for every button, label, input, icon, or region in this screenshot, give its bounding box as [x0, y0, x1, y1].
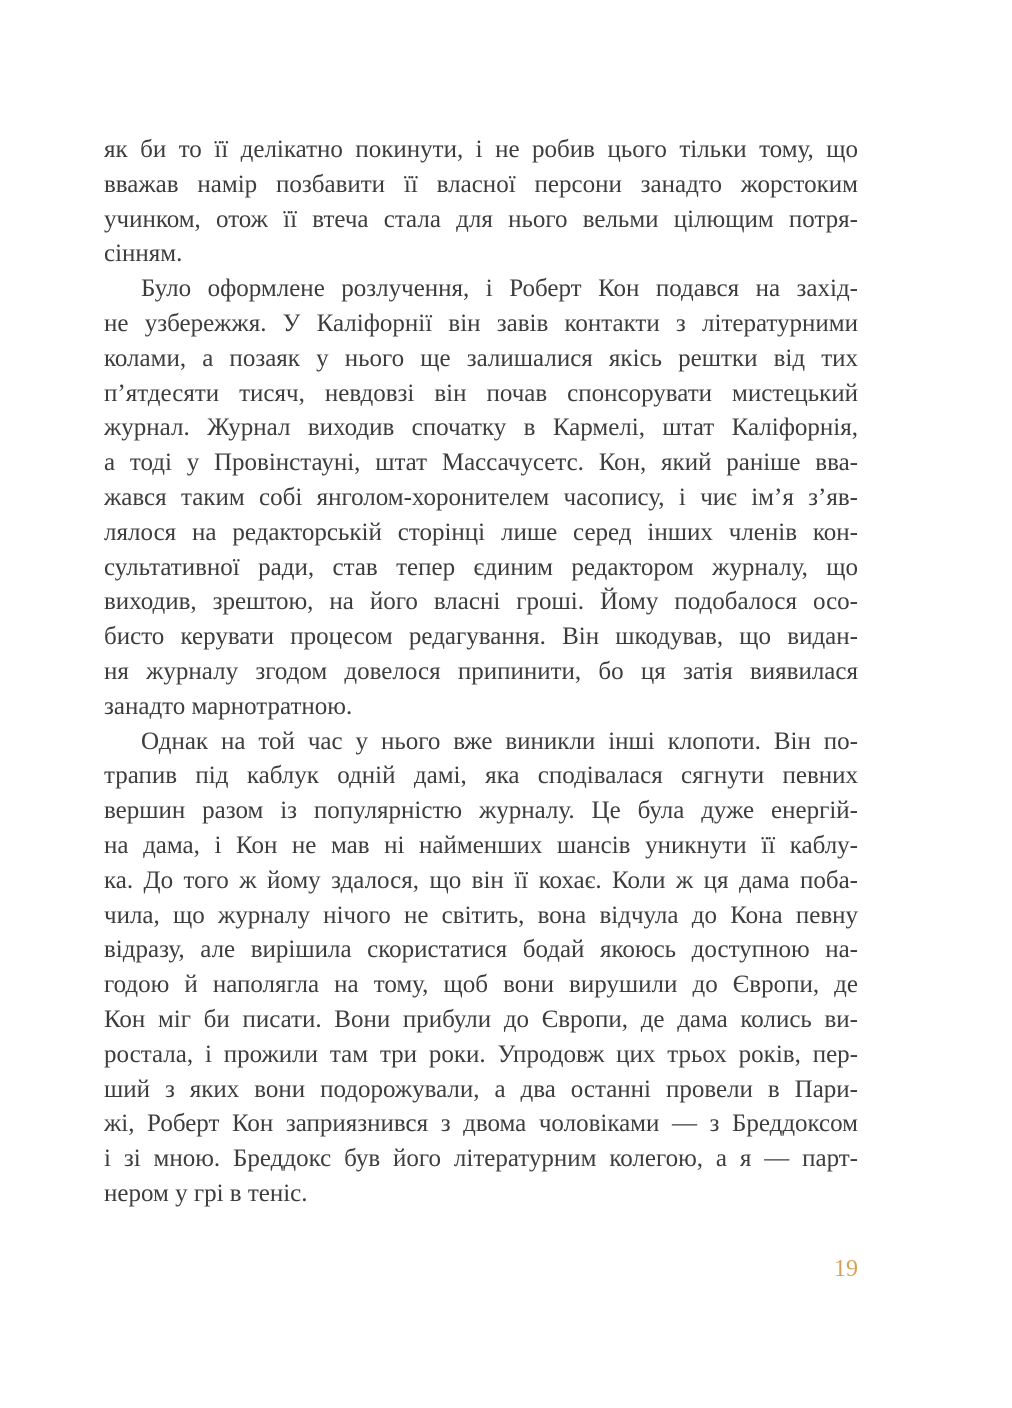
text-line: сінням.	[104, 240, 183, 268]
text-line: чила, що журналу нічого не світить, вона відчула до Кона певну	[104, 901, 858, 929]
text-line: як би то її делікатно покинути, і не робив цього тільки тому, що	[104, 136, 858, 163]
text-line: не узбережжя. У Каліфорнії він завів контакти з літературними	[104, 309, 858, 337]
text-line: ня журналу згодом довелося припинити, бо ця затія виявилася	[104, 657, 858, 685]
text-line: бисто керувати процесом редагування. Він шкодував, що видан-	[104, 623, 858, 651]
text-line: на дама, і Кон не мав ні найменших шансів уникнути її каблу-	[104, 831, 858, 859]
text-line: і зі мною. Бреддокс був його літературним колегою, а я — парт-	[104, 1145, 858, 1173]
text-line: ший з яких вони подорожували, а два останні провели в Пари-	[104, 1075, 858, 1103]
text-line: жався таким собі янголом-хоронителем часопису, і чиє ім’я з’яв-	[104, 483, 858, 511]
text-line: Кон міг би писати. Вони прибули до Європи, де дама колись ви-	[104, 1005, 858, 1033]
text-line: Однак на той час у нього вже виникли інші клопоти. Він по-	[141, 727, 858, 755]
text-line: п’ятдесяти тисяч, невдовзі він почав спонсорувати мистецький	[104, 379, 858, 407]
text-line: нером у грі в теніс.	[104, 1179, 308, 1207]
text-line: Було оформлене розлучення, і Роберт Кон подався на захід-	[141, 275, 858, 303]
text-line: відразу, але вирішила скористатися бодай якоюсь доступною на-	[104, 936, 858, 964]
text-line: занадто марнотратною.	[104, 692, 353, 720]
paragraph	[104, 133, 858, 272]
text-line: а тоді у Провінстауні, штат Массачусетс. Кон, який раніше вва-	[104, 449, 858, 477]
text-line: лялося на редакторській сторінці лише серед інших членів кон-	[104, 518, 858, 546]
text-line: вершин разом із популярністю журналу. Це була дуже енергій-	[104, 797, 858, 825]
text-line: колами, а позаяк у нього ще залишалися якісь рештки від тих	[104, 344, 858, 372]
text-line: вважав намір позбавити її власної персони занадто жорстоким	[104, 170, 858, 198]
body-text	[104, 133, 858, 1212]
text-line: жі, Роберт Кон заприязнився з двома чоловіками — з Бреддоксом	[104, 1110, 858, 1138]
text-line: сультативної ради, став тепер єдиним редактором журналу, що	[104, 553, 858, 581]
text-line: учинком, отож її втеча стала для нього вельми цілющим потря-	[104, 205, 858, 233]
paragraph	[104, 272, 858, 724]
text-line: трапив під каблук одній дамі, яка сподівалася сягнути певних	[104, 762, 858, 790]
text-line: годою й наполягла на тому, щоб вони вирушили до Європи, де	[104, 971, 858, 999]
page-number: 19	[834, 1256, 858, 1282]
text-line: журнал. Журнал виходив спочатку в Кармелі, штат Каліфорнія,	[104, 414, 858, 442]
text-line: ростала, і прожили там три роки. Упродовж цих трьох років, пер-	[104, 1040, 858, 1068]
text-line: виходив, зрештою, на його власні гроші. Йому подобалося осо-	[104, 588, 858, 616]
paragraph	[104, 725, 858, 1212]
text-line: ка. До того ж йому здалося, що він її кохає. Коли ж ця дама поба-	[104, 866, 858, 894]
